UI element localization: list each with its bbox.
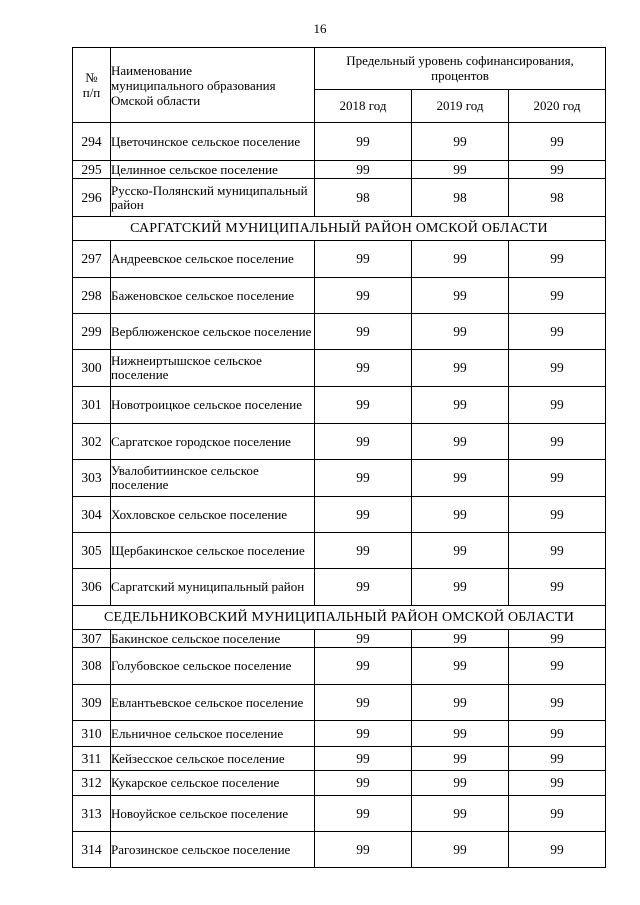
value-2018: 99	[315, 569, 412, 606]
value-2018: 99	[315, 424, 412, 460]
table-row	[73, 569, 606, 606]
municipality-name: Рагозинское сельское поселение	[111, 832, 315, 868]
municipality-name: Новоуйское сельское поселение	[111, 796, 315, 832]
value-2019: 99	[412, 533, 509, 569]
table-row	[73, 533, 606, 569]
value-2019: 99	[412, 497, 509, 533]
header-number: № п/п	[73, 48, 111, 123]
value-2019: 99	[412, 387, 509, 424]
municipality-name: Цветочинское сельское поселение	[111, 123, 315, 161]
section-title: СЕДЕЛЬНИКОВСКИЙ МУНИЦИПАЛЬНЫЙ РАЙОН ОМСКОЙ ОБЛАСТИ	[73, 606, 606, 630]
value-2020: 99	[509, 278, 606, 314]
value-2018: 99	[315, 533, 412, 569]
row-number: 296	[73, 179, 111, 217]
value-2018: 99	[315, 747, 412, 771]
municipality-name: Целинное сельское поселение	[111, 161, 315, 179]
value-2018: 99	[315, 161, 412, 179]
value-2020: 99	[509, 387, 606, 424]
value-2018: 99	[315, 314, 412, 350]
value-2018: 98	[315, 179, 412, 217]
municipality-name: Щербакинское сельское поселение	[111, 533, 315, 569]
header-cofinancing-level: Предельный уровень софинансирования, процентов	[315, 48, 606, 90]
row-number: 305	[73, 533, 111, 569]
table-row	[73, 387, 606, 424]
row-number: 299	[73, 314, 111, 350]
table-row	[73, 721, 606, 747]
table-row	[73, 796, 606, 832]
value-2019: 99	[412, 350, 509, 387]
value-2020: 99	[509, 721, 606, 747]
value-2019: 99	[412, 648, 509, 685]
value-2018: 99	[315, 387, 412, 424]
row-number: 304	[73, 497, 111, 533]
value-2020: 99	[509, 123, 606, 161]
row-number: 298	[73, 278, 111, 314]
row-number: 294	[73, 123, 111, 161]
municipality-name: Верблюженское сельское поселение	[111, 314, 315, 350]
header-municipality-name	[111, 48, 315, 123]
value-2018: 99	[315, 648, 412, 685]
row-number: 307	[73, 630, 111, 648]
value-2019: 99	[412, 771, 509, 796]
value-2019: 99	[412, 314, 509, 350]
table-row	[73, 747, 606, 771]
page-number: 16	[313, 21, 327, 36]
row-number: 302	[73, 424, 111, 460]
value-2019: 99	[412, 123, 509, 161]
value-2018: 99	[315, 278, 412, 314]
value-2020: 99	[509, 497, 606, 533]
value-2018: 99	[315, 460, 412, 497]
row-number: 306	[73, 569, 111, 606]
value-2019: 99	[412, 721, 509, 747]
table-row	[73, 630, 606, 648]
row-number: 312	[73, 771, 111, 796]
value-2019: 99	[412, 832, 509, 868]
municipality-name: Саргатский муниципальный район	[111, 569, 315, 606]
header-year-2018: 2018 год	[315, 89, 412, 122]
section-title: САРГАТСКИЙ МУНИЦИПАЛЬНЫЙ РАЙОН ОМСКОЙ ОБЛАСТИ	[73, 217, 606, 241]
municipality-name: Баженовское сельское поселение	[111, 278, 315, 314]
value-2018: 99	[315, 685, 412, 721]
value-2018: 99	[315, 771, 412, 796]
section-row	[73, 217, 606, 241]
value-2020: 99	[509, 350, 606, 387]
value-2020: 99	[509, 533, 606, 569]
table-row	[73, 123, 606, 161]
table-row	[73, 179, 606, 217]
row-number: 301	[73, 387, 111, 424]
value-2020: 99	[509, 685, 606, 721]
value-2020: 99	[509, 569, 606, 606]
table-row	[73, 278, 606, 314]
value-2020: 99	[509, 314, 606, 350]
municipality-name: Новотроицкое сельское поселение	[111, 387, 315, 424]
row-number: 311	[73, 747, 111, 771]
value-2020: 99	[509, 648, 606, 685]
value-2019: 99	[412, 747, 509, 771]
value-2020: 99	[509, 161, 606, 179]
section-row	[73, 606, 606, 630]
value-2019: 99	[412, 424, 509, 460]
table-body	[73, 123, 606, 868]
municipality-name: Увалобитиинское сельское поселение	[111, 460, 315, 497]
row-number: 308	[73, 648, 111, 685]
row-number: 313	[73, 796, 111, 832]
row-number: 300	[73, 350, 111, 387]
value-2018: 99	[315, 796, 412, 832]
value-2019: 99	[412, 161, 509, 179]
cofinancing-table	[72, 47, 606, 868]
municipality-name: Ельничное сельское поселение	[111, 721, 315, 747]
municipality-name: Андреевское сельское поселение	[111, 241, 315, 278]
municipality-name: Русско-Полянский муниципальный район	[111, 179, 315, 217]
header-year-2020: 2020 год	[509, 89, 606, 122]
value-2018: 99	[315, 497, 412, 533]
municipality-name: Нижнеиртышское сельское поселение	[111, 350, 315, 387]
municipality-name: Евлантьевское сельское поселение	[111, 685, 315, 721]
header-year-2019: 2019 год	[412, 89, 509, 122]
value-2018: 99	[315, 350, 412, 387]
value-2018: 99	[315, 241, 412, 278]
table-row	[73, 685, 606, 721]
municipality-name: Бакинское сельское поселение	[111, 630, 315, 648]
row-number: 314	[73, 832, 111, 868]
row-number: 297	[73, 241, 111, 278]
row-number: 310	[73, 721, 111, 747]
table-row	[73, 648, 606, 685]
value-2020: 99	[509, 460, 606, 497]
municipality-name: Голубовское сельское поселение	[111, 648, 315, 685]
value-2019: 99	[412, 630, 509, 648]
value-2019: 98	[412, 179, 509, 217]
value-2019: 99	[412, 569, 509, 606]
value-2019: 99	[412, 241, 509, 278]
table-row	[73, 424, 606, 460]
table-row	[73, 314, 606, 350]
header-name-line: Омской области	[111, 92, 201, 108]
table-row	[73, 460, 606, 497]
value-2018: 99	[315, 832, 412, 868]
value-2020: 99	[509, 832, 606, 868]
value-2019: 99	[412, 278, 509, 314]
value-2019: 99	[412, 685, 509, 721]
table-row	[73, 161, 606, 179]
row-number: 295	[73, 161, 111, 179]
value-2018: 99	[315, 630, 412, 648]
municipality-name: Кейзесское сельское поселение	[111, 747, 315, 771]
value-2020: 99	[509, 771, 606, 796]
row-number: 309	[73, 685, 111, 721]
value-2020: 99	[509, 630, 606, 648]
header-name-line: Наименование	[111, 62, 192, 78]
municipality-name: Кукарское сельское поселение	[111, 771, 315, 796]
table-row	[73, 497, 606, 533]
value-2020: 99	[509, 747, 606, 771]
value-2020: 99	[509, 241, 606, 278]
value-2020: 99	[509, 424, 606, 460]
table-row	[73, 350, 606, 387]
value-2019: 99	[412, 796, 509, 832]
value-2018: 99	[315, 721, 412, 747]
table-row	[73, 771, 606, 796]
value-2020: 99	[509, 796, 606, 832]
table-row	[73, 241, 606, 278]
value-2020: 98	[509, 179, 606, 217]
municipality-name: Саргатское городское поселение	[111, 424, 315, 460]
value-2019: 99	[412, 460, 509, 497]
row-number: 303	[73, 460, 111, 497]
municipality-name: Хохловское сельское поселение	[111, 497, 315, 533]
table-row	[73, 832, 606, 868]
header-name-line: муниципального образования	[111, 77, 276, 93]
value-2018: 99	[315, 123, 412, 161]
